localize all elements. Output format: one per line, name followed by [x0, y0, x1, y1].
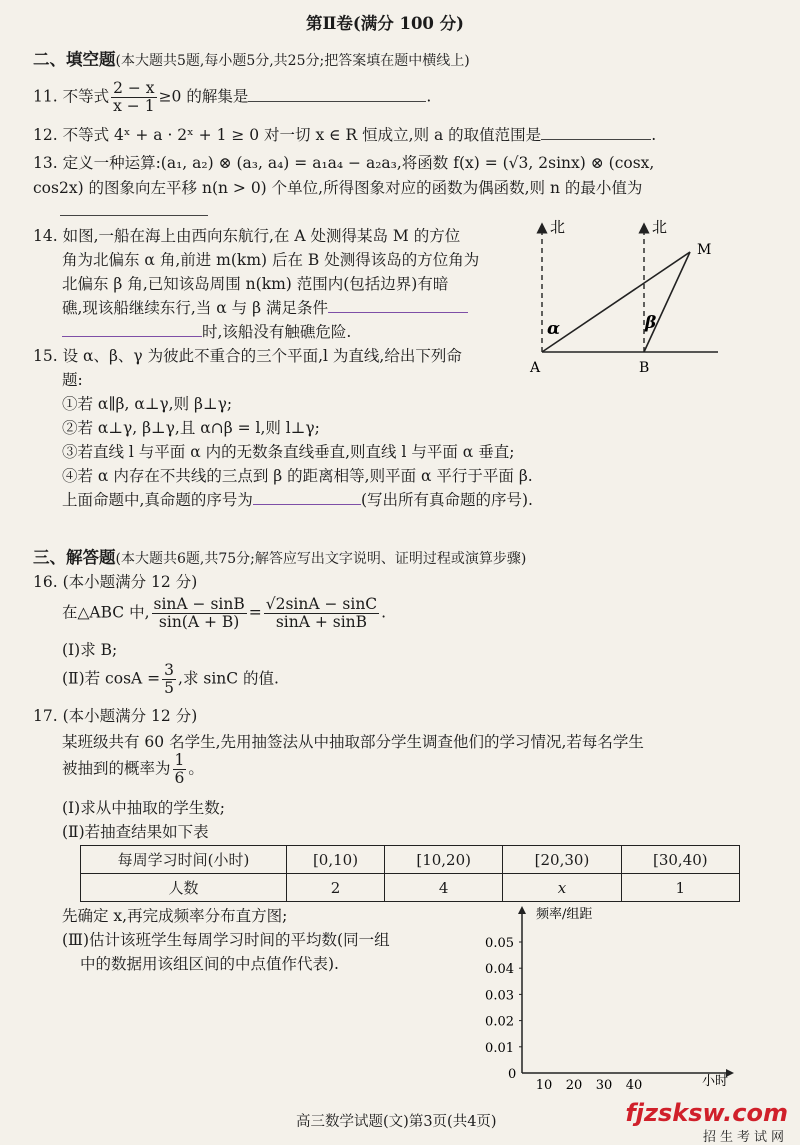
- q17-line2-post: 。: [188, 759, 204, 778]
- q16-eq: =: [248, 603, 262, 622]
- q11-frac-den: x − 1: [113, 97, 155, 115]
- table-cell: 每周学习时间(小时): [81, 846, 287, 874]
- q17-line1: 某班级共有 60 名学生,先用抽签法从中抽取部分学生调查他们的学习情况,若每名学生: [62, 733, 644, 751]
- q14-line3: 北偏东 β 角,已知该岛周围 n(km) 范围内(包括边界)有暗: [62, 275, 449, 293]
- question-11: [33, 80, 431, 115]
- q11-frac-num: 2 − x: [113, 79, 155, 97]
- q17-part-1: (Ⅰ)求从中抽取的学生数;: [62, 799, 225, 817]
- navigation-diagram: [525, 212, 745, 377]
- y-axis-label: 频率/组距: [536, 907, 593, 922]
- point-b-label: B: [639, 360, 650, 376]
- q16-part-2-post: ,求 sinC 的值.: [178, 669, 279, 688]
- section-2-heading: 二、填空题: [33, 50, 116, 69]
- q16-dot: .: [381, 603, 387, 622]
- section-2-note: (本大题共5题,每小题5分,共25分;把答案填在题中横线上): [115, 53, 470, 69]
- table-cell: 2: [287, 874, 385, 902]
- question-12: [33, 125, 656, 145]
- site-watermark: [625, 1100, 788, 1145]
- alpha-label: α: [547, 319, 561, 339]
- table-cell: 人数: [81, 874, 287, 902]
- q15-line1: 15. 设 α、β、γ 为彼此不重合的三个平面,l 为直线,给出下列命: [33, 347, 462, 365]
- q17-after-table: 先确定 x,再完成频率分布直方图;: [62, 907, 288, 925]
- table-cell: [0,10): [287, 846, 385, 874]
- point-m-label: M: [697, 242, 712, 258]
- q15-prop-3: ③若直线 l 与平面 α 内的无数条直线垂直,则直线 l 与平面 α 垂直;: [62, 443, 515, 461]
- point-a-label: A: [530, 360, 541, 376]
- section-2-header: [33, 50, 470, 71]
- x-tick-label: 30: [595, 1078, 613, 1093]
- q16-cos-den: 5: [164, 679, 175, 697]
- q17-prob-den: 6: [174, 769, 185, 787]
- y-tick-label: 0.01: [485, 1040, 514, 1056]
- x-tick-label: 20: [565, 1078, 583, 1093]
- table-row: [81, 874, 740, 902]
- north-label-a: 北: [550, 218, 566, 236]
- q17-line2-pre: 被抽到的概率为: [62, 759, 171, 778]
- q13-answer-blank[interactable]: [60, 215, 208, 216]
- page-title: 第Ⅱ卷(满分 100 分): [306, 14, 464, 33]
- y-tick-label: 0.03: [485, 988, 514, 1004]
- x-tick-label: 10: [535, 1078, 553, 1093]
- table-cell: 1: [621, 874, 739, 902]
- q14-line2: 角为北偏东 α 角,前进 m(km) 后在 B 处测得该岛的方位角为: [62, 251, 480, 269]
- origin-label: 0: [508, 1067, 517, 1082]
- q15-line2: 题:: [62, 371, 83, 389]
- section-3-heading: 三、解答题: [33, 548, 116, 567]
- watermark-slogan: 招生考试网: [702, 1130, 788, 1145]
- y-axis-arrow: [518, 906, 526, 914]
- q12-answer-blank[interactable]: [541, 125, 651, 140]
- y-tick-label: 0.04: [485, 962, 514, 978]
- study-time-table: [80, 845, 740, 902]
- q13-line2: cos2x) 的图象向左平移 n(n > 0) 个单位,所得图象对应的函数为偶函数,则 n 的最小值为: [33, 179, 643, 197]
- y-tick-label: 0.02: [485, 1014, 514, 1030]
- section-3-note: (本大题共6题,共75分;解答应写出文字说明、证明过程或演算步骤): [115, 551, 527, 567]
- q15-ask-text: 上面命题中,真命题的序号为: [62, 491, 253, 509]
- q16-right-num: √2sinA − sinC: [265, 595, 378, 613]
- q16-cos-fraction: [162, 662, 176, 697]
- q17-line2: [62, 752, 204, 787]
- watermark-site: fjzsksw.com: [625, 1099, 788, 1127]
- beta-label: β: [645, 313, 657, 333]
- section-3-header: [33, 548, 526, 569]
- frequency-histogram: [470, 900, 770, 1100]
- q17-prob-fraction: [173, 752, 187, 787]
- q17-part-2: (Ⅱ)若抽查结果如下表: [62, 823, 209, 841]
- q11-number: 11.: [33, 87, 58, 106]
- q12-end: .: [651, 126, 657, 144]
- table-cell: x: [503, 874, 621, 902]
- table-cell: [20,30): [503, 846, 621, 874]
- q17-part-3b: 中的数据用该组区间的中点值作代表).: [80, 955, 339, 973]
- q16-part-2: [62, 662, 279, 697]
- q17-title: 17. (本小题满分 12 分): [33, 707, 198, 725]
- q11-answer-blank[interactable]: [248, 87, 426, 102]
- q16-pre: 在△ABC 中,: [62, 603, 150, 622]
- q16-left-num: sinA − sinB: [153, 595, 245, 613]
- q11-fraction: [111, 80, 156, 115]
- q16-left-den: sin(A + B): [158, 613, 240, 631]
- q14-answer-blank-2[interactable]: [62, 322, 202, 337]
- x-tick-label: 40: [625, 1078, 643, 1093]
- q14-line4: [62, 298, 468, 318]
- q17-part-3a: (Ⅲ)估计该班学生每周学习时间的平均数(同一组: [62, 931, 390, 949]
- q16-right-den: sinA + sinB: [275, 613, 368, 631]
- q16-part-1: (Ⅰ)求 B;: [62, 641, 118, 659]
- q16-title: 16. (本小题满分 12 分): [33, 573, 198, 591]
- q16-cos-num: 3: [164, 661, 175, 679]
- y-tick-label: 0.05: [485, 936, 514, 951]
- q15-answer-blank[interactable]: [253, 490, 361, 505]
- q16-equation: [62, 596, 386, 631]
- north-label-b: 北: [652, 218, 668, 236]
- q14-line5-text: 时,该船没有触礁危险.: [202, 323, 352, 341]
- q11-text: 不等式: [62, 87, 110, 106]
- x-axis-label: 小时: [702, 1074, 729, 1089]
- q14-answer-blank[interactable]: [328, 298, 468, 313]
- q14-line5: [62, 322, 351, 342]
- table-cell: [10,20): [385, 846, 503, 874]
- page-footer: 高三数学试题(文)第3页(共4页): [296, 1114, 497, 1130]
- table-row: [81, 846, 740, 874]
- q15-prop-1: ①若 α∥β, α⊥γ,则 β⊥γ;: [62, 395, 233, 413]
- q11-end: .: [426, 87, 432, 106]
- q14-line4-text: 礁,现该船继续东行,当 α 与 β 满足条件: [62, 299, 328, 317]
- q15-prop-4: ④若 α 内存在不共线的三点到 β 的距离相等,则平面 α 平行于平面 β.: [62, 467, 533, 485]
- q16-left-fraction: [152, 596, 247, 631]
- q16-part-2-pre: (Ⅱ)若 cosA =: [62, 669, 161, 688]
- q15-ask-tail: (写出所有真命题的序号).: [360, 491, 533, 509]
- q11-text-post: ≥0 的解集是: [158, 87, 249, 106]
- q17-prob-num: 1: [174, 751, 185, 769]
- q15-ask: [62, 490, 533, 510]
- table-cell: [30,40): [621, 846, 739, 874]
- q12-text: 12. 不等式 4ˣ + a · 2ˣ + 1 ≥ 0 对一切 x ∈ R 恒成立,则 a 的取值范围是: [33, 126, 542, 144]
- q14-line1: 14. 如图,一船在海上由西向东航行,在 A 处测得某岛 M 的方位: [33, 227, 461, 245]
- q16-right-fraction: [264, 596, 379, 631]
- q13-line1: 13. 定义一种运算:(a₁, a₂) ⊗ (a₃, a₄) = a₁a₄ − a₂a₃,将函数 f(x) = (√3, 2sinx) ⊗ (cosx,: [33, 154, 655, 172]
- table-cell: 4: [385, 874, 503, 902]
- q15-prop-2: ②若 α⊥γ, β⊥γ,且 α∩β = l,则 l⊥γ;: [62, 419, 320, 437]
